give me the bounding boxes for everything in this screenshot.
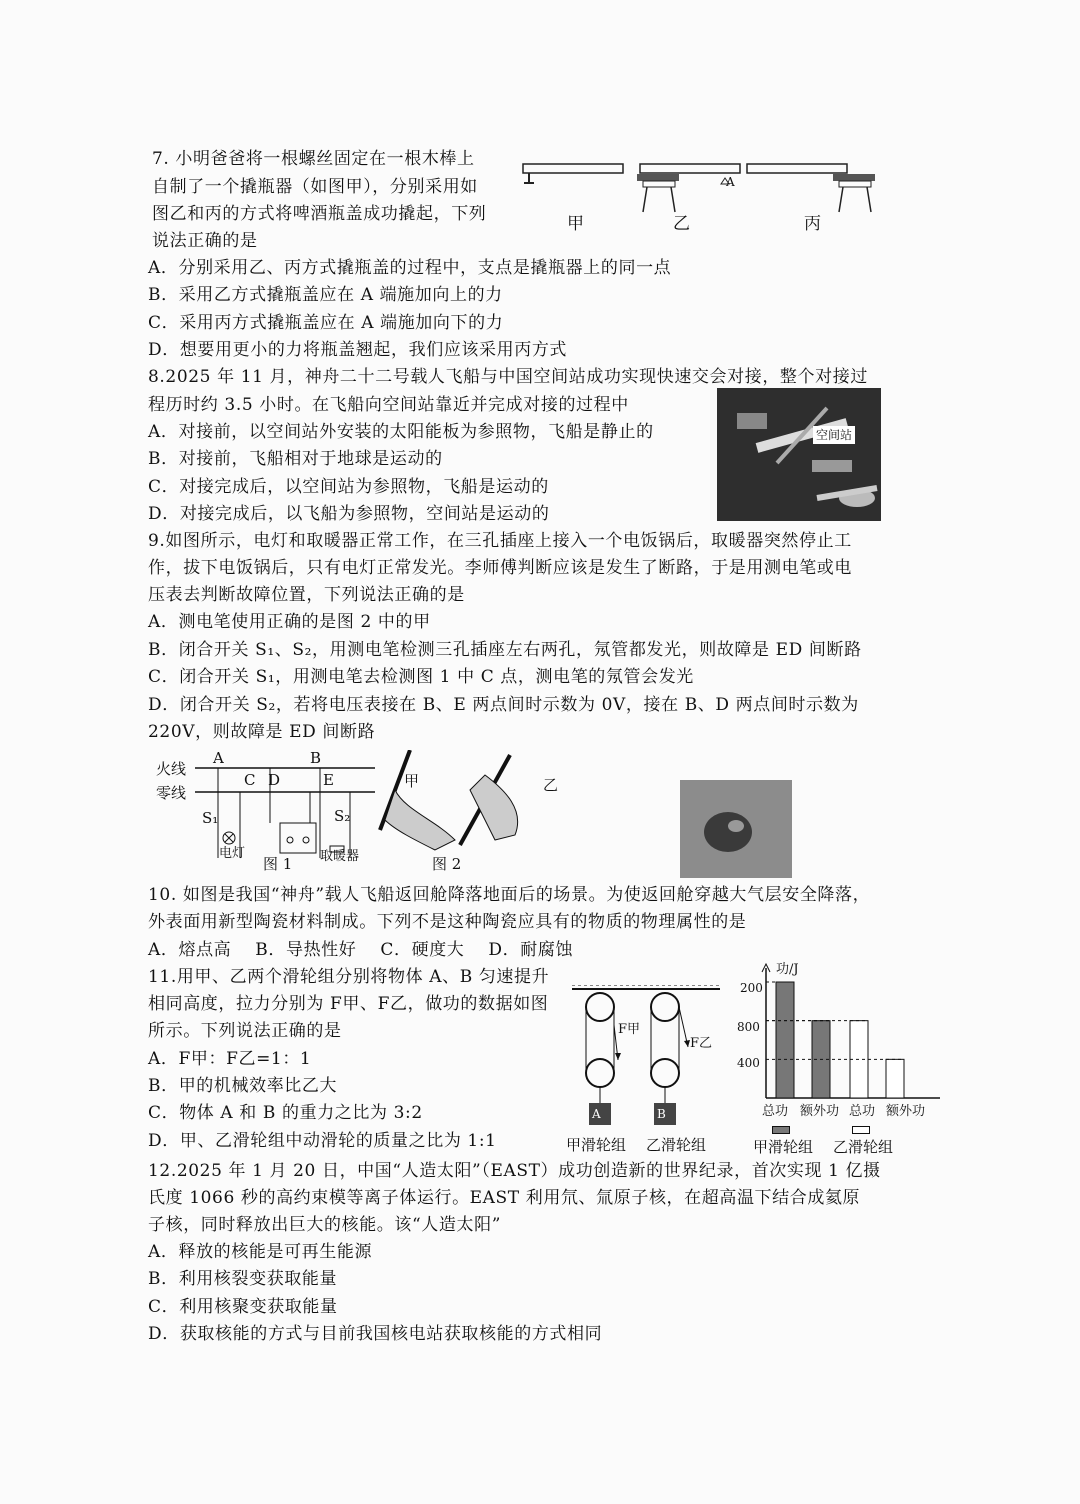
q10-options: A．熔点高 B．导热性好 C．硬度大 D．耐腐蚀 [148, 940, 574, 960]
q12-option-b: B．利用核裂变获取能量 [148, 1269, 338, 1289]
q10-line-2: 外表面用新型陶瓷材料制成。下列不是这种陶瓷应具有的物质的物理属性的是 [148, 912, 747, 932]
q7-line-4: 说法正确的是 [152, 231, 258, 251]
figure-1-label: 图 1 [263, 855, 293, 873]
point-b-label: B [310, 749, 322, 767]
q7-option-c: C．采用丙方式撬瓶盖应在 A 端施加向下的力 [148, 313, 504, 333]
q7-option-a: A．分别采用乙、丙方式撬瓶盖的过程中，支点是撬瓶器上的同一点 [148, 258, 672, 278]
return-capsule-photo [680, 780, 792, 878]
q7-line-2: 自制了一个撬瓶器（如图甲），分别采用如 [152, 177, 478, 197]
q12-line-3: 子核，同时释放出巨大的核能。该“人造太阳” [148, 1215, 501, 1235]
q11-option-c: C．物体 A 和 B 的重力之比为 3:2 [148, 1103, 423, 1123]
q11-option-a: A．F甲：F乙=1：1 [148, 1049, 312, 1069]
q8-option-a: A．对接前，以空间站外安装的太阳能板为参照物，飞船是静止的 [148, 422, 654, 442]
legend-yi: 乙滑轮组 [833, 1138, 894, 1156]
q9-line-3: 压表去判断故障位置，下列说法正确的是 [148, 585, 465, 605]
q8-line-2: 程历时约 3.5 小时。在飞船向空间站靠近并完成对接的过程中 [148, 395, 629, 415]
chart-y-label: 功/J [776, 962, 799, 977]
q9-option-a: A．测电笔使用正确的是图 2 中的甲 [148, 612, 431, 632]
pulley-yi-label: 乙滑轮组 [646, 1136, 707, 1154]
q7-option-d: D．想要用更小的力将瓶盖翘起，我们应该采用丙方式 [148, 340, 568, 360]
q7-fig-label-bing: 丙 [804, 214, 822, 234]
bottle-opener-figure [515, 150, 885, 220]
q10-line-1: 10. 如图是我国“神舟”载人飞船返回舱降落地面后的场景。为使返回舱穿越大气层安全降落， [148, 885, 871, 905]
switch-s1-label: S₁ [202, 809, 219, 827]
live-wire-label: 火线 [156, 760, 187, 778]
q8-line-1: 8.2025 年 11 月，神舟二十二号载人飞船与中国空间站成功实现快速交会对接，整个对接过 [148, 367, 868, 387]
point-d-label: D [268, 771, 281, 789]
figure-2-label: 图 2 [432, 855, 462, 873]
q9-option-c: C．闭合开关 S₁，用测电笔去检测图 1 中 C 点，测电笔的氖管会发光 [148, 667, 694, 687]
q9-option-d: D．闭合开关 S₂，若将电压表接在 B、E 两点间时示数为 0V，接在 B、D 两点间时示数为 [148, 695, 859, 715]
q8-option-b: B．对接前，飞船相对于地球是运动的 [148, 449, 443, 469]
q7-line-1: 7. 小明爸爸将一根螺丝固定在一根木棒上 [152, 149, 475, 169]
q9-line-1: 9.如图所示，电灯和取暖器正常工作，在三孔插座上接入一个电饭锅后，取暖器突然停止工 [148, 531, 852, 551]
y-tick-low: 400 [737, 1056, 760, 1070]
point-c-label: C [244, 771, 256, 789]
q7-line-3: 图乙和丙的方式将啤酒瓶盖成功撬起，下列 [152, 204, 487, 224]
legend-jia: 甲滑轮组 [753, 1138, 814, 1156]
q11-option-d: D．甲、乙滑轮组中动滑轮的质量之比为 1:1 [148, 1131, 497, 1151]
q12-line-1: 12.2025 年 1 月 20 日，中国“人造太阳”（EAST）成功创造新的世界纪录，首次实现 1 亿摄 [148, 1161, 881, 1181]
q12-line-2: 氏度 1066 秒的高约束模等离子体运行。EAST 利用氘、氚原子核，在超高温下结合成氦原 [148, 1188, 861, 1208]
pulley-jia-label: 甲滑轮组 [566, 1136, 627, 1154]
q7-point-a: A [726, 175, 735, 189]
q12-option-a: A．释放的核能是可再生能源 [148, 1242, 373, 1262]
object-a-label: A [592, 1107, 601, 1121]
q7-option-b: B．采用乙方式撬瓶盖应在 A 端施加向上的力 [148, 285, 503, 305]
force-yi-label: F乙 [690, 1036, 713, 1051]
q9-option-d-cont: 220V，则故障是 ED 间断路 [148, 722, 376, 742]
q9-line-2: 作，拔下电饭锅后，只有电灯正常发光。李师傅判断应该是发生了断路，于是用测电笔或电 [148, 558, 852, 578]
y-tick-mid: 800 [737, 1020, 760, 1034]
q8-option-c: C．对接完成后，以空间站为参照物，飞船是运动的 [148, 477, 549, 497]
legend-swatch-yi [852, 1126, 870, 1134]
switch-s2-label: S₂ [334, 807, 351, 825]
object-b-label: B [657, 1107, 666, 1121]
force-jia-label: F甲 [618, 1022, 641, 1037]
point-a-label: A [213, 749, 224, 767]
q11-option-b: B．甲的机械效率比乙大 [148, 1076, 338, 1096]
q9-option-b: B．闭合开关 S₁、S₂，用测电笔检测三孔插座左右两孔，氖管都发光，则故障是 ED 间断路 [148, 640, 862, 660]
heater-label: 取暖器 [320, 849, 360, 864]
bar-yi-extra [886, 1059, 904, 1098]
q11-line-3: 所示。下列说法正确的是 [148, 1021, 342, 1041]
test-pen-figure [375, 750, 555, 860]
q11-line-2: 相同高度，拉力分别为 F甲、F乙，做功的数据如图 [148, 994, 549, 1014]
neutral-wire-label: 零线 [156, 784, 187, 802]
x-category-2: 额外功 [800, 1104, 840, 1119]
x-category-1: 总功 [762, 1104, 789, 1119]
y-tick-top: 200 [740, 981, 763, 995]
q7-fig-label-jia: 甲 [567, 214, 585, 234]
lamp-label: 电灯 [219, 846, 246, 861]
pen-jia-label: 甲 [404, 772, 420, 790]
bar-jia-total [776, 982, 794, 1098]
q12-option-c: C．利用核聚变获取能量 [148, 1297, 338, 1317]
x-category-4: 额外功 [886, 1104, 926, 1119]
q8-option-d: D．对接完成后，以飞船为参照物，空间站是运动的 [148, 504, 550, 524]
space-station-label: 空间站 [813, 426, 855, 444]
pen-yi-label: 乙 [543, 776, 559, 794]
x-category-3: 总功 [849, 1104, 876, 1119]
q11-line-1: 11.用甲、乙两个滑轮组分别将物体 A、B 匀速提升 [148, 967, 550, 987]
point-e-label: E [323, 771, 334, 789]
q7-fig-label-yi: 乙 [673, 214, 691, 234]
q12-option-d: D．获取核能的方式与目前我国核电站获取核能的方式相同 [148, 1324, 603, 1344]
space-station-photo [717, 388, 881, 521]
legend-swatch-jia [772, 1126, 790, 1134]
